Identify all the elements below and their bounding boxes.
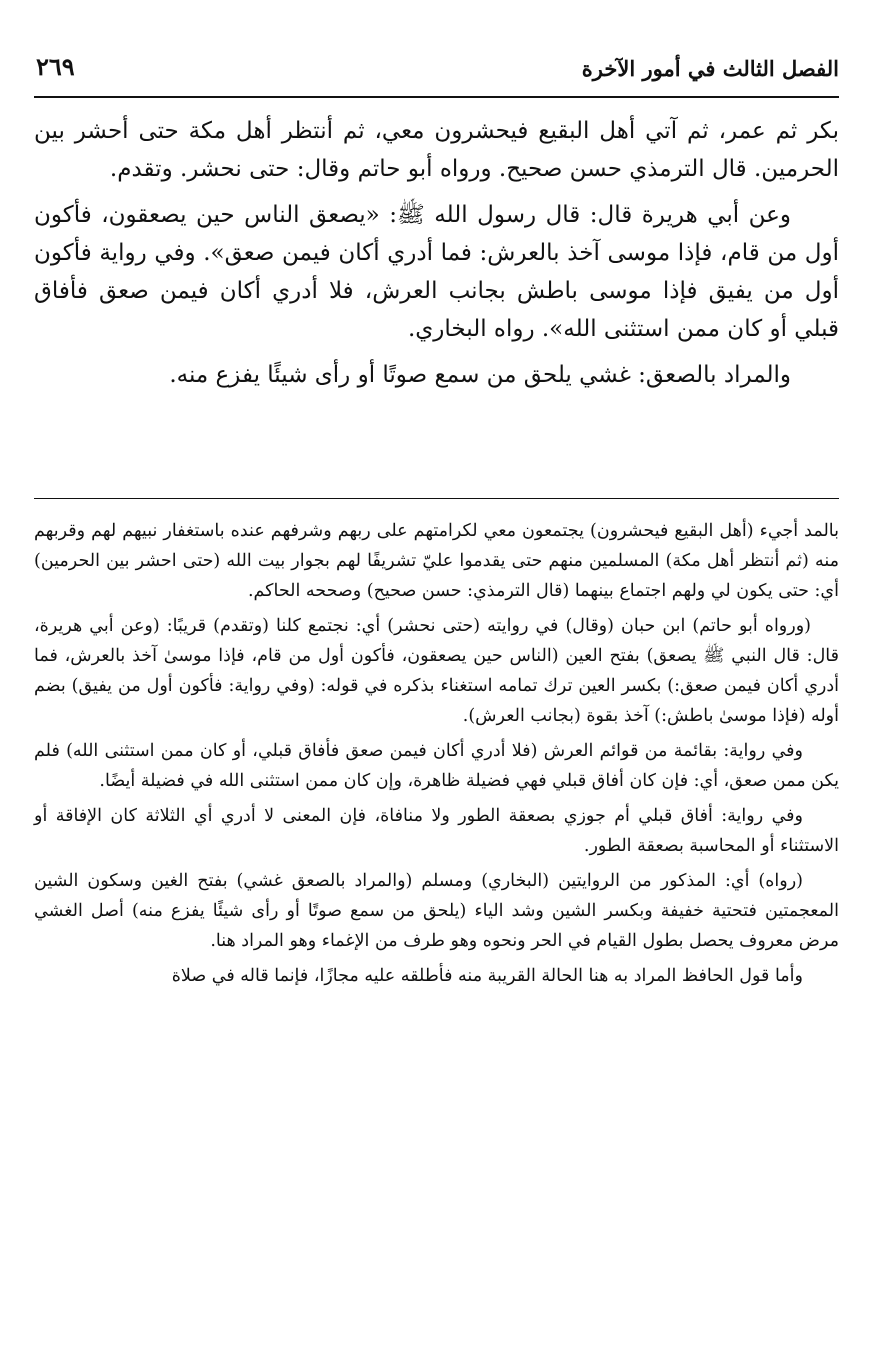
footnote-divider (34, 498, 839, 499)
commentary-paragraph: بالمد أجيء (أهل البقيع فيحشرون) يجتمعون معي لكرامتهم على ربهم وشرفهم عنده باستغفار نبيهم لهم وقربهم منه (ثم أنتظر أهل مكة) المسلمين منهم حتى يقدموا عليّ تشريفًا لهم بجوار بيت الله (حتى احشر بين الحرمين) أي: حتى يكون لي ولهم اجتماع بينهما (قال الترمذي: حسن صحيح) وصححه الحاكم. (34, 521, 839, 601)
main-paragraph: وعن أبي هريرة قال: قال رسول الله ﷺ: «يصعق الناس حين يصعقون، فأكون أول من قام، فإذا موسى آخذ بالعرش: فما أدري أكان فيمن صعق». وفي رواية فأكون أول من يفيق فإذا موسى باطش بجانب العرش، فلا أدري أكان فيمن صعق فأفاق قبلي أو كان ممن استثنى الله». رواه البخاري. (34, 202, 839, 342)
commentary-paragraph: وفي رواية: أفاق قبلي أم جوزي بصعقة الطور ولا منافاة، فإن المعنى لا أدري أي الثلاثة كان الإفاقة أو الاستثناء أو المحاسبة بصعقة الطور. (34, 806, 839, 856)
commentary-paragraph: (رواه) أي: المذكور من الروايتين (البخاري) ومسلم (والمراد بالصعق غشي) بفتح الغين وسكون الشين المعجمتين فتحتية خفيفة وبكسر الشين وشد الياء (يلحق من سمع صوتًا أو رأى شيئًا يفزع منه) أصل الغشي مرض معروف يحصل بطول القيام في الحر ونحوه وهو طرف من الإغماء وهو المراد هنا. (34, 871, 839, 951)
main-text (34, 112, 839, 402)
main-paragraph: والمراد بالصعق: غشي يلحق من سمع صوتًا أو رأى شيئًا يفزع منه. (169, 362, 791, 388)
page-number: ٢٦٩ (36, 52, 75, 81)
page-header (34, 50, 839, 94)
header-divider (34, 96, 839, 98)
commentary-paragraph: وأما قول الحافظ المراد به هنا الحالة القريبة منه فأطلقه عليه مجازًا، فإنما قاله في صلاة (171, 966, 803, 986)
commentary-paragraph: (ورواه أبو حاتم) ابن حبان (وقال) في روايته (حتى نحشر) أي: نجتمع كلنا (وتقدم) قريبًا: (وعن أبي هريرة، قال: قال النبي ﷺ يصعق) بفتح العين (الناس حين يصعقون، فأكون أول من قام، فإذا موسىٰ آخذ بالعرش، فما أدري أكان فيمن صعق:) بكسر العين ترك تمامه استغناء بذكره في قوله: (وفي رواية: فأكون أول من يفيق) بضم أوله (فإذا موسىٰ باطش:) آخذ بقوة (بجانب العرش). (34, 616, 839, 726)
commentary-text (34, 516, 839, 996)
running-title: الفصل الثالث في أمور الآخرة (581, 56, 839, 81)
main-paragraph: بكر ثم عمر، ثم آتي أهل البقيع فيحشرون معي، ثم أنتظر أهل مكة حتى أحشر بين الحرمين. قال الترمذي حسن صحيح. ورواه أبو حاتم وقال: حتى نحشر. وتقدم. (34, 118, 839, 182)
commentary-paragraph: وفي رواية: بقائمة من قوائم العرش (فلا أدري أكان فيمن صعق فأفاق قبلي، أو كان ممن استثنى الله) فلم يكن ممن صعق، أي: فإن كان أفاق قبلي فهي فضيلة ظاهرة، وإن كان ممن استثنى الله في فضيلة أيضًا. (34, 741, 839, 791)
